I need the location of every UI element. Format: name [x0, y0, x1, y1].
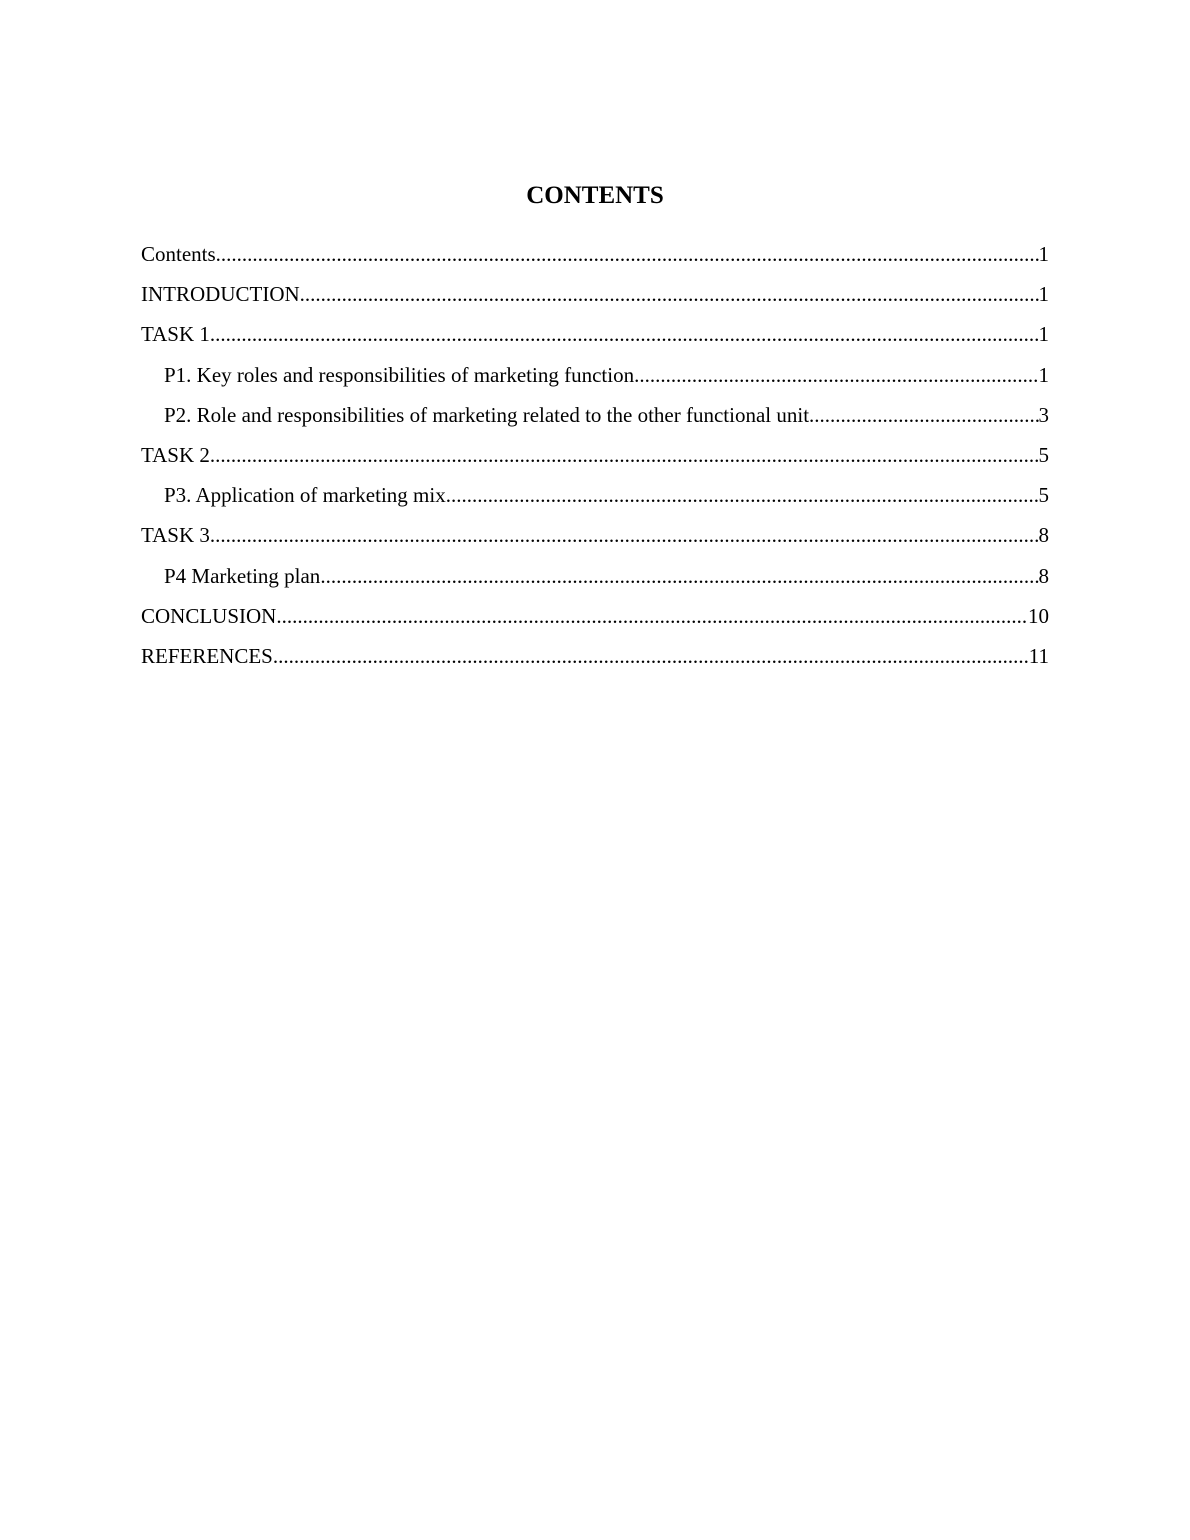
toc-entry-contents[interactable] [141, 238, 1049, 278]
toc-dot-leader [210, 519, 1039, 551]
toc-entry-p2[interactable] [141, 399, 1049, 439]
toc-entry-page: 10 [1028, 603, 1049, 628]
toc-entry-page: 5 [1038, 483, 1049, 508]
toc-entry-title: TASK 1 [141, 322, 210, 347]
toc-entry-title: CONCLUSION [141, 603, 277, 628]
toc-entry-title: Contents [141, 242, 216, 266]
toc-dot-leader [634, 359, 1038, 391]
table-of-contents [141, 238, 1049, 680]
toc-entry-task-2[interactable] [141, 439, 1049, 479]
toc-dot-leader [276, 600, 1028, 632]
toc-entry-page: 3 [1038, 402, 1049, 427]
toc-entry-title: INTRODUCTION [141, 282, 300, 307]
toc-dot-leader [300, 278, 1039, 310]
toc-entry-title: P2. Role and responsibilities of marketing related to the other functional unit [164, 402, 810, 427]
toc-dot-leader [273, 640, 1029, 672]
toc-entry-title: TASK 3 [141, 523, 210, 548]
toc-dot-leader [216, 238, 1039, 270]
toc-entry-title: P4 Marketing plan [164, 563, 321, 588]
toc-entry-task-1[interactable] [141, 318, 1049, 358]
toc-entry-page: 1 [1038, 242, 1049, 266]
toc-entry-introduction[interactable] [141, 278, 1049, 318]
toc-entry-page: 8 [1038, 523, 1049, 548]
toc-entry-page: 5 [1038, 442, 1049, 467]
toc-entry-p1[interactable] [141, 359, 1049, 399]
toc-entry-page: 11 [1028, 643, 1049, 668]
toc-dot-leader [210, 318, 1039, 350]
toc-entry-task-3[interactable] [141, 519, 1049, 559]
toc-entry-p4[interactable] [141, 560, 1049, 600]
toc-entry-title: P1. Key roles and responsibilities of marketing function [164, 362, 635, 387]
toc-dot-leader [320, 560, 1038, 592]
toc-heading: CONTENTS [526, 182, 664, 209]
toc-entry-references[interactable] [141, 640, 1049, 680]
toc-entry-page: 1 [1038, 322, 1049, 347]
toc-dot-leader [210, 439, 1039, 471]
toc-dot-leader [446, 479, 1039, 511]
toc-entry-title: P3. Application of marketing mix [164, 483, 446, 508]
toc-entry-page: 8 [1038, 563, 1049, 588]
toc-dot-leader [809, 399, 1038, 431]
toc-entry-title: TASK 2 [141, 442, 210, 467]
toc-entry-title: REFERENCES [141, 643, 273, 668]
toc-entry-conclusion[interactable] [141, 600, 1049, 640]
toc-entry-p3[interactable] [141, 479, 1049, 519]
toc-entry-page: 1 [1038, 362, 1049, 387]
toc-entry-page: 1 [1038, 282, 1049, 307]
